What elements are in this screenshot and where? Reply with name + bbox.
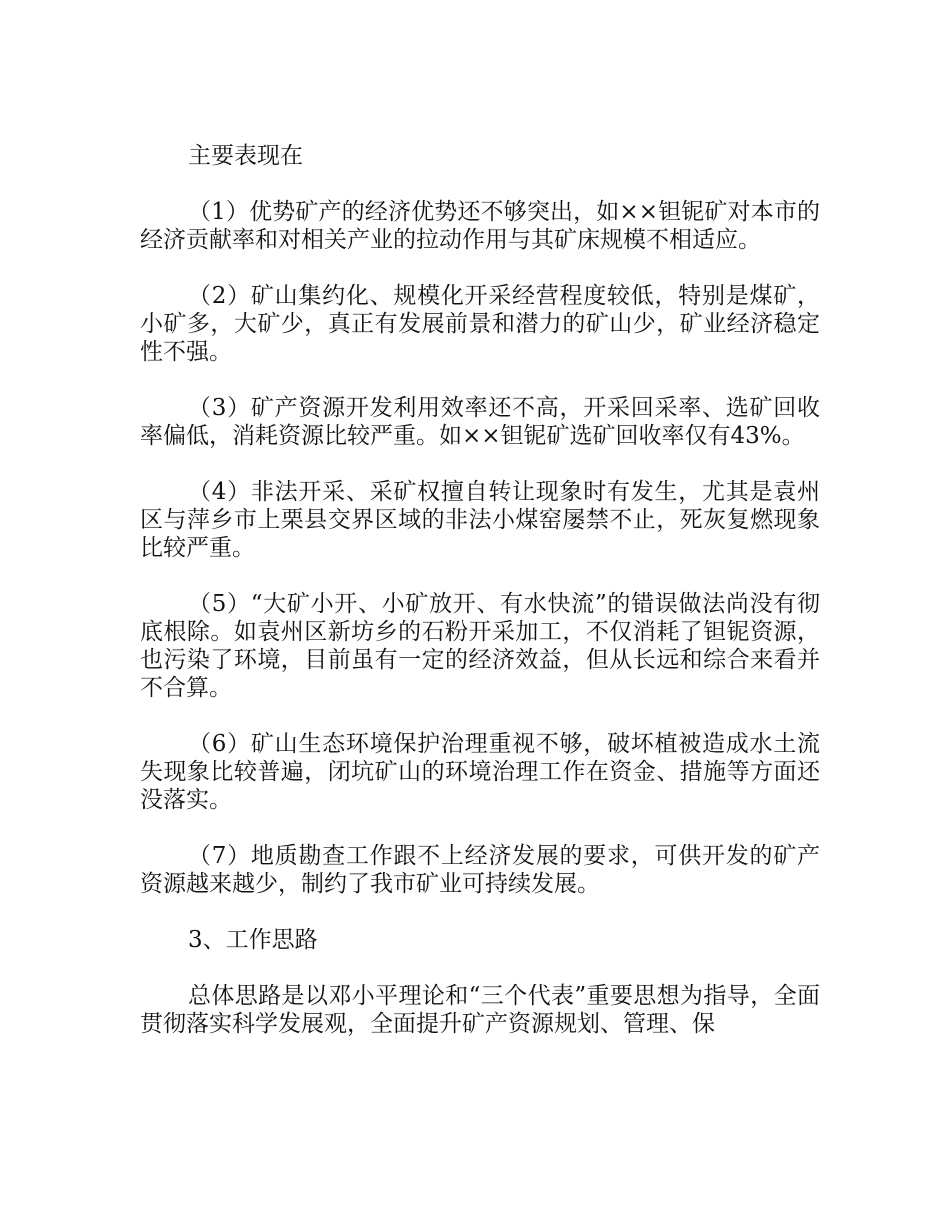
- paragraph-item-3: （3）矿产资源开发利用效率还不高，开采回采率、选矿回收率偏低，消耗资源比较严重。如××钽铌矿选矿回收率仅有43%。: [140, 395, 820, 449]
- paragraph-item-2: （2）矿山集约化、规模化开采经营程度较低，特别是煤矿，小矿多，大矿少，真正有发展前景和潜力的矿山少，矿业经济稳定性不强。: [140, 283, 820, 365]
- paragraph-item-6: （6）矿山生态环境保护治理重视不够，破坏植被造成水土流失现象比较普遍，闭坑矿山的环境治理工作在资金、措施等方面还没落实。: [140, 731, 820, 813]
- paragraph-item-7: （7）地质勘查工作跟不上经济发展的要求，可供开发的矿产资源越来越少，制约了我市矿业可持续发展。: [140, 843, 820, 897]
- paragraph-item-4: （4）非法开采、采矿权擅自转让现象时有发生，尤其是袁州区与萍乡市上栗县交界区域的非法小煤窑屡禁不止，死灰复燃现象比较严重。: [140, 479, 820, 561]
- document-body: [140, 142, 820, 1066]
- paragraph-overall-approach: 总体思路是以邓小平理论和“三个代表”重要思想为指导，全面贯彻落实科学发展观，全面提升矿产资源规划、管理、保: [140, 983, 820, 1037]
- paragraph-item-5: （5）“大矿小开、小矿放开、有水快流”的错误做法尚没有彻底根除。如袁州区新坊乡的石粉开采加工，不仅消耗了钽铌资源，也污染了环境，目前虽有一定的经济效益，但从长远和综合来看并不合算。: [140, 591, 820, 701]
- section-heading-work-approach: 3、工作思路: [188, 927, 318, 953]
- paragraph-main-manifestations: 主要表现在: [188, 143, 303, 169]
- paragraph-item-1: （1）优势矿产的经济优势还不够突出，如××钽铌矿对本市的经济贡献率和对相关产业的拉动作用与其矿床规模不相适应。: [140, 199, 820, 253]
